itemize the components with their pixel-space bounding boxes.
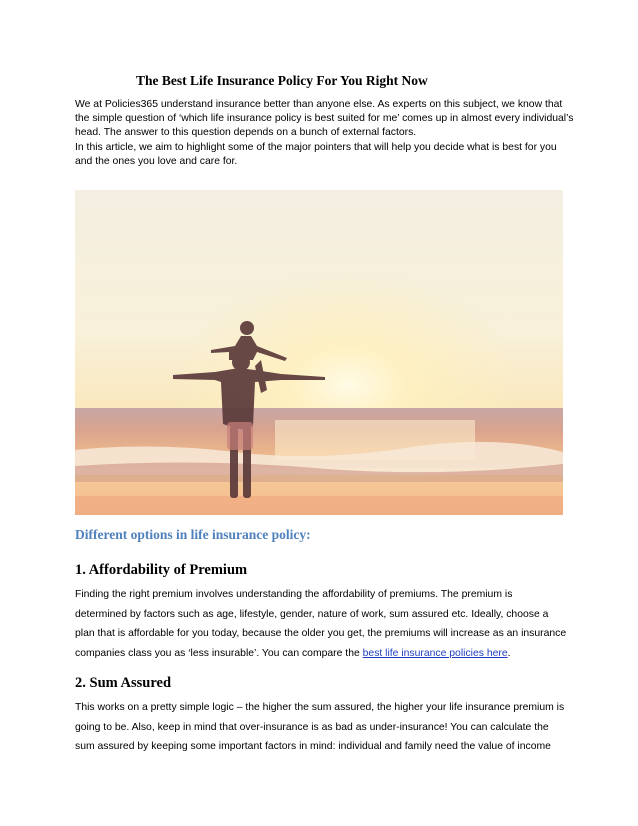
heading-affordability: 1. Affordability of Premium bbox=[75, 562, 248, 578]
document-title: The Best Life Insurance Policy For You Right Now bbox=[136, 73, 428, 88]
beach-sunset-photo bbox=[75, 190, 563, 515]
best-policies-link[interactable]: best life insurance policies here bbox=[362, 648, 508, 660]
intro-paragraph-2: In this article, we aim to highlight some of the major pointers that will help you decide what is best for you and the ones you love and care for. bbox=[75, 141, 557, 167]
heading-sum-assured: 2. Sum Assured bbox=[75, 675, 172, 691]
intro-text bbox=[75, 98, 575, 169]
beach-sunset-image bbox=[75, 190, 563, 515]
paragraph-affordability bbox=[75, 585, 567, 664]
paragraph-sum-assured: This works on a pretty simple logic – the higher the sum assured, the higher your life insurance premium is going to be. Also, keep in mind that over-insurance is as bad as under-insurance! You can calculate the sum assured by keeping some important factors in mind: individual and family need the value of income bbox=[75, 702, 565, 753]
intro-paragraph-1: We at Policies365 understand insurance better than anyone else. As experts on this subject, we know that the simple question of ‘which life insurance policy is best suited for me’ comes up in almost every individual’s head. The answer to this question depends on a bunch of external factors. bbox=[75, 99, 574, 139]
section-heading-options: Different options in life insurance policy: bbox=[75, 527, 311, 542]
affordability-text-end: . bbox=[507, 648, 511, 660]
affordability-text: Finding the right premium involves understanding the affordability of premiums. The premium is determined by factors such as age, lifestyle, gender, nature of work, sum assured etc. Ideally, choose a plan that is affordable for you today, because the older you get, the premiums will increase as an insurance companies class you as ‘less insurable’. You can compare the bbox=[75, 589, 567, 660]
